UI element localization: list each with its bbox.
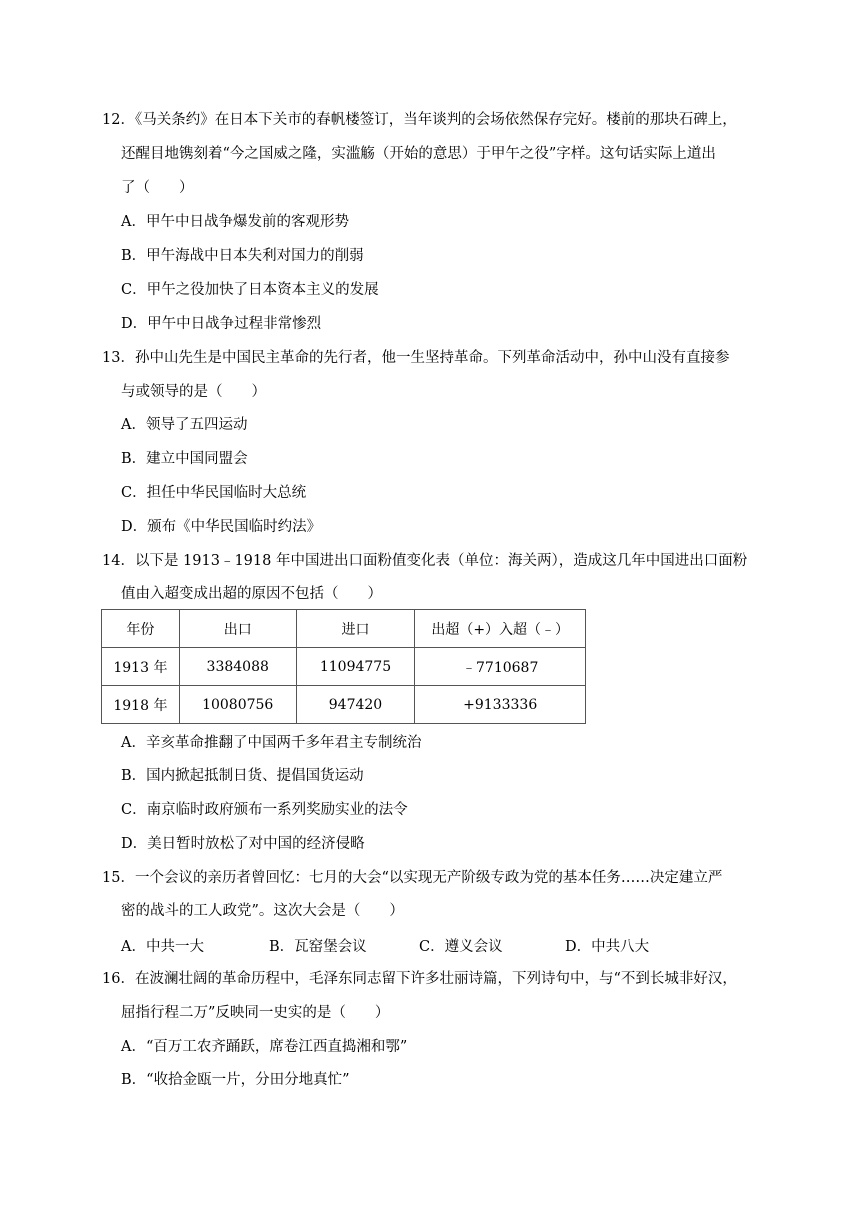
q12-option-a[interactable]: A．甲午中日战争爆发前的客观形势 [121,214,349,230]
q15-stem-line-2: 密的战斗的工人政党”。这次大会是（ ） [121,903,404,919]
table-cell: 3384088 [179,648,296,686]
q15-option-c[interactable]: C．遵义会议 [419,939,503,955]
q16-stem-line-2: 屈指行程二万”反映同一史实的是（ ） [121,1005,390,1021]
q12-option-c[interactable]: C．甲午之役加快了日本资本主义的发展 [121,282,379,298]
q15-stem-line-1: 15．一个会议的亲历者曾回忆：七月的大会“以实现无产阶级专政为党的基本任务……决定建立严 [102,870,723,886]
q14-stem-line-1: 14．以下是 1913﹣1918 年中国进出口面粉值变化表（单位：海关两），造成这几年中国进出口面粉 [102,553,748,569]
q12-stem-line-1: 12．《马关条约》在日本下关市的春帆楼签订，当年谈判的会场依然保存完好。楼前的那块石碑上， [102,112,737,128]
q12-option-b[interactable]: B．甲午海战中日本失利对国力的削弱 [121,248,364,264]
q15-option-a[interactable]: A．中共一大 [121,939,204,955]
q12-stem-line-2: 还醒目地镌刻着“今之国威之隆，实滥觞（开始的意思）于甲午之役”字样。这句话实际上道出 [121,146,716,162]
table-row [102,648,586,686]
table-cell: ﹣7710687 [415,648,586,686]
q13-option-c[interactable]: C．担任中华民国临时大总统 [121,485,307,501]
q12-option-d[interactable]: D．甲午中日战争过程非常惨烈 [121,316,322,332]
table-cell: 1913 年 [102,648,180,686]
q14-option-a[interactable]: A．辛亥革命推翻了中国两千多年君主专制统治 [121,735,422,751]
table-cell: 1918 年 [102,686,180,724]
table-cell: 10080756 [179,686,296,724]
flour-trade-table [101,609,586,724]
q13-option-b[interactable]: B．建立中国同盟会 [121,451,248,467]
q16-option-b[interactable]: B．“收拾金瓯一片，分田分地真忙” [121,1072,350,1088]
q16-stem-line-1: 16．在波澜壮阔的革命历程中，毛泽东同志留下许多壮丽诗篇，下列诗句中，与“不到长城非好汉， [102,971,737,987]
q13-stem-line-1: 13．孙中山先生是中国民主革命的先行者，他一生坚持革命。下列革命活动中，孙中山没有直接参 [102,350,730,366]
table-cell: 11094775 [296,648,415,686]
q13-option-a[interactable]: A．领导了五四运动 [121,417,248,433]
q13-option-d[interactable]: D．颁布《中华民国临时约法》 [121,519,322,535]
table-cell: +9133336 [415,686,586,724]
q12-stem-line-3: 了（ ） [121,180,194,196]
q13-stem-line-2: 与或领导的是（ ） [121,384,266,400]
table-header-cell: 出口 [179,610,296,648]
q14-option-c[interactable]: C．南京临时政府颁布一系列奖励实业的法令 [121,802,408,818]
q15-option-d[interactable]: D．中共八大 [565,939,650,955]
q14-stem-line-2: 值由入超变成出超的原因不包括（ ） [121,586,382,602]
q15-options-row [121,935,681,955]
q16-option-a[interactable]: A．“百万工农齐踊跃，席卷江西直捣湘和鄂” [121,1039,408,1055]
table-header-cell: 年份 [102,610,180,648]
table-header-cell: 进口 [296,610,415,648]
table-row [102,686,586,724]
table-cell: 947420 [296,686,415,724]
table-header-row [102,610,586,648]
q14-option-d[interactable]: D．美日暂时放松了对中国的经济侵略 [121,836,365,852]
table-header-cell: 出超（+）入超（﹣） [415,610,586,648]
q14-option-b[interactable]: B．国内掀起抵制日货、提倡国货运动 [121,768,364,784]
q15-option-b[interactable]: B．瓦窑堡会议 [269,939,367,955]
